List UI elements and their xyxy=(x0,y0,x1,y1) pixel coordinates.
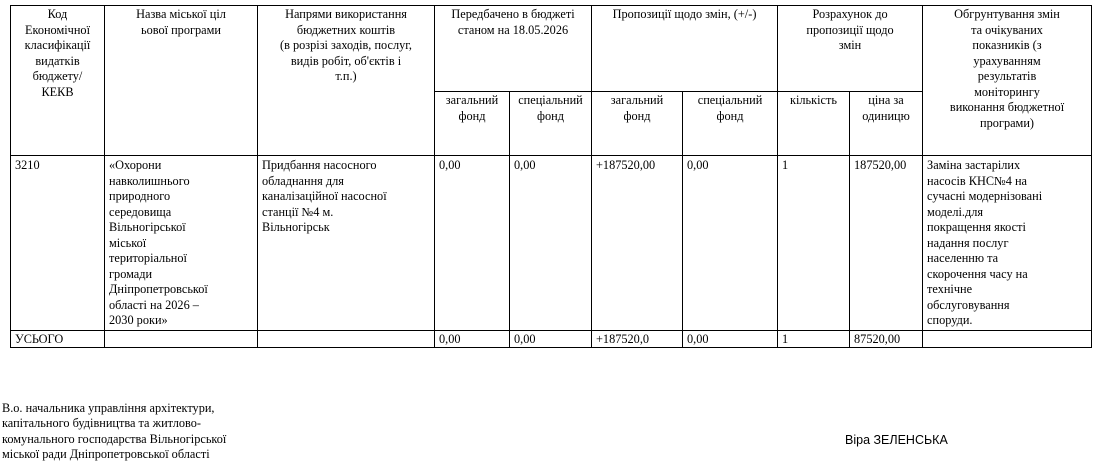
total-proposal-special: 0,00 xyxy=(683,330,778,347)
position-line: комунального господарства Вільногірської xyxy=(2,431,227,446)
total-empty-justification xyxy=(923,330,1092,347)
signatory-name: Віра ЗЕЛЕНСЬКА xyxy=(845,433,948,447)
header-unit-price: ціна за одиницю xyxy=(850,92,923,156)
header-budget-general-fund: загальний фонд xyxy=(435,92,510,156)
cell-direction: Придбання насосного обладнання для каналізаційної насосної станції №4 м. Вільногірськ xyxy=(258,156,435,331)
position-line: В.о. начальника управління архітектури, xyxy=(2,401,215,415)
cell-proposal-general: +187520,00 xyxy=(592,156,683,331)
total-budget-special: 0,00 xyxy=(510,330,592,347)
cell-proposal-special: 0,00 xyxy=(683,156,778,331)
header-directions: Напрями використання бюджетних коштів (в розрізі заходів, послуг, видів робіт, об'єктів і т.п.) xyxy=(258,6,435,156)
header-proposal-special-fund: спеціальний фонд xyxy=(683,92,778,156)
total-quantity: 1 xyxy=(778,330,850,347)
total-row xyxy=(11,330,1092,347)
header-budget-planned: Передбачено в бюджеті станом на 18.05.2026 xyxy=(435,6,592,92)
budget-changes-table xyxy=(10,5,1092,348)
header-justification: Обгрунтування змін та очікуваних показників (з урахуванням результатів моніторингу виконання бюджетної програми) xyxy=(923,6,1092,156)
total-empty-program xyxy=(105,330,258,347)
cell-quantity: 1 xyxy=(778,156,850,331)
cell-justification: Заміна застарілих насосів КНС№4 на сучасні модернізовані моделі.для покращення якості надання послуг населенню та скорочення часу на технічне обслуговування споруди. xyxy=(923,156,1092,331)
header-budget-special-fund: спеціальний фонд xyxy=(510,92,592,156)
position-line: міської ради Дніпропетровської області xyxy=(2,446,210,461)
cell-unit-price: 187520,00 xyxy=(850,156,923,331)
cell-program-name: «Охорони навколишнього природного середовища Вільногірської міської територіальної громади Дніпропетровської області на 2026 – 2030 роки» xyxy=(105,156,258,331)
header-row xyxy=(11,6,1092,92)
total-proposal-general: +187520,0 xyxy=(592,330,683,347)
header-program-name: Назва міської цiл ьової програми xyxy=(105,6,258,156)
header-calculation: Розрахунок до пропозиції щодо змін xyxy=(778,6,923,92)
cell-budget-general: 0,00 xyxy=(435,156,510,331)
header-proposals: Пропозиції щодо змін, (+/-) xyxy=(592,6,778,92)
header-code: Код Економічної класифікації видатків бюджету/ КЕКВ xyxy=(11,6,105,156)
header-proposal-general-fund: загальний фонд xyxy=(592,92,683,156)
table-row xyxy=(11,156,1092,331)
position-line: капітального будівництва та житлово- xyxy=(2,416,201,431)
header-quantity: кількість xyxy=(778,92,850,156)
total-empty-direction xyxy=(258,330,435,347)
cell-budget-special: 0,00 xyxy=(510,156,592,331)
cell-code: 3210 xyxy=(11,156,105,331)
signatory-position xyxy=(2,401,302,462)
total-budget-general: 0,00 xyxy=(435,330,510,347)
total-unit-price: 87520,00 xyxy=(850,330,923,347)
total-label: УСЬОГО xyxy=(11,330,105,347)
